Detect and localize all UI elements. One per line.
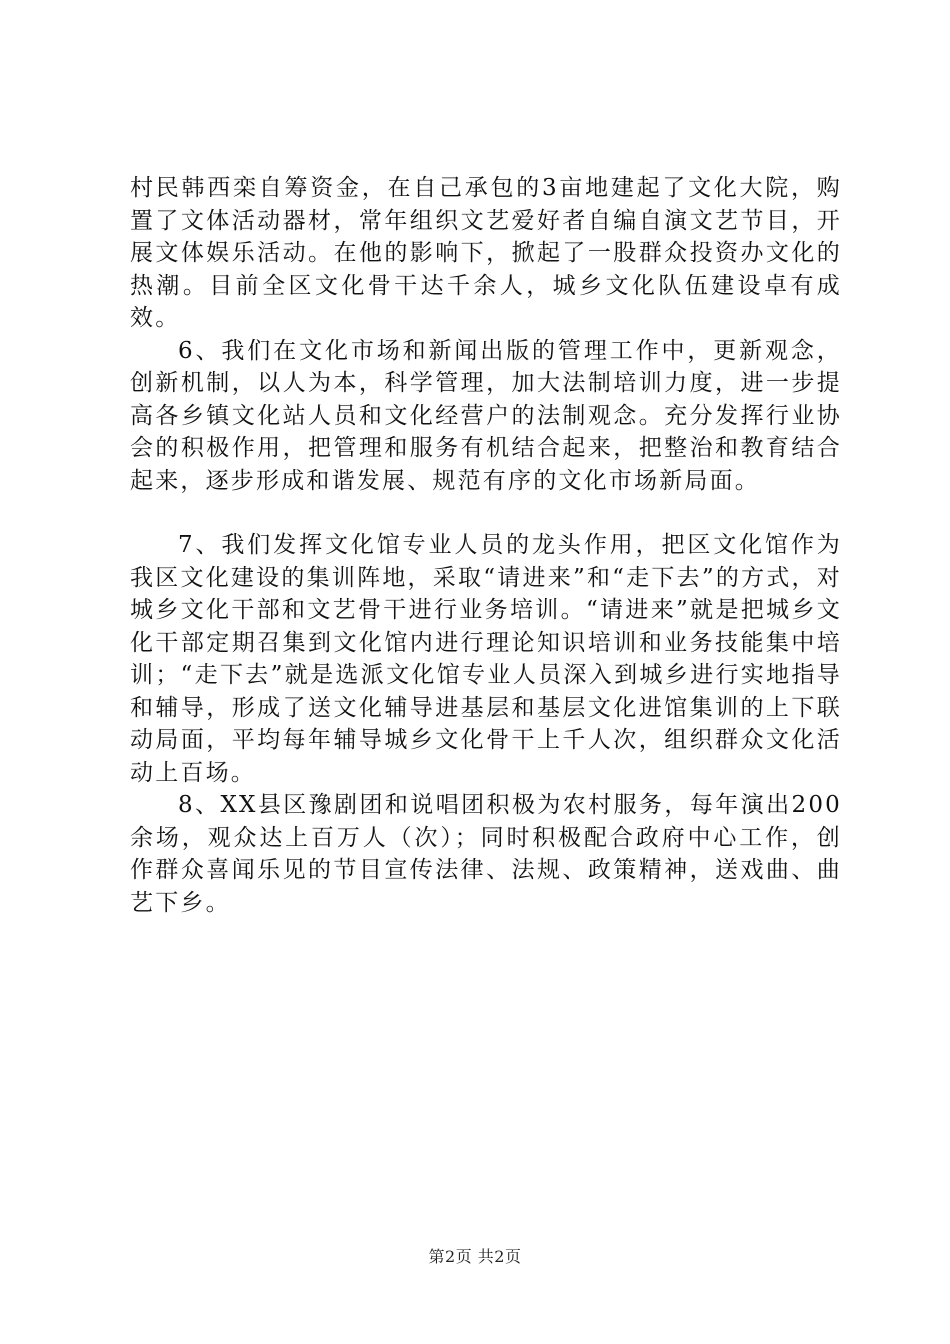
paragraph-item-8: 8、XX县区豫剧团和说唱团积极为农村服务，每年演出200余场，观众达上百万人（次）；同时积极配合政府中心工作，创作群众喜闻乐见的节目宣传法律、法规、政策精神，送戏曲、曲艺下乡。 [130, 792, 842, 916]
paragraph-continuation: 村民韩西栾自筹资金，在自己承包的3亩地建起了文化大院，购置了文体活动器材，常年组织文艺爱好者自编自演文艺节目，开展文体娱乐活动。在他的影响下，掀起了一股群众投资办文化的热潮。目前全区文化骨干达千余人，城乡文化队伍建设卓有成效。 [130, 175, 842, 331]
page-number-footer: 第2页 共2页 [428, 1247, 522, 1266]
paragraph-item-6: 6、我们在文化市场和新闻出版的管理工作中，更新观念，创新机制，以人为本，科学管理，加大法制培训力度，进一步提高各乡镇文化站人员和文化经营户的法制观念。充分发挥行业协会的积极作用，把管理和服务有机结合起来，把整治和教育结合起来，逐步形成和谐发展、规范有序的文化市场新局面。 [130, 337, 842, 494]
document-body [130, 172, 842, 919]
paragraph-item-7: 7、我们发挥文化馆专业人员的龙头作用，把区文化馆作为我区文化建设的集训阵地，采取“请进来”和“走下去”的方式，对城乡文化干部和文艺骨干进行业务培训。“请进来”就是把城乡文化干部定期召集到文化馆内进行理论知识培训和业务技能集中培训；“走下去”就是选派文化馆专业人员深入到城乡进行实地指导和辅导，形成了送文化辅导进基层和基层文化进馆集训的上下联动局面，平均每年辅导城乡文化骨干上千人次，组织群众文化活动上百场。 [130, 532, 842, 786]
